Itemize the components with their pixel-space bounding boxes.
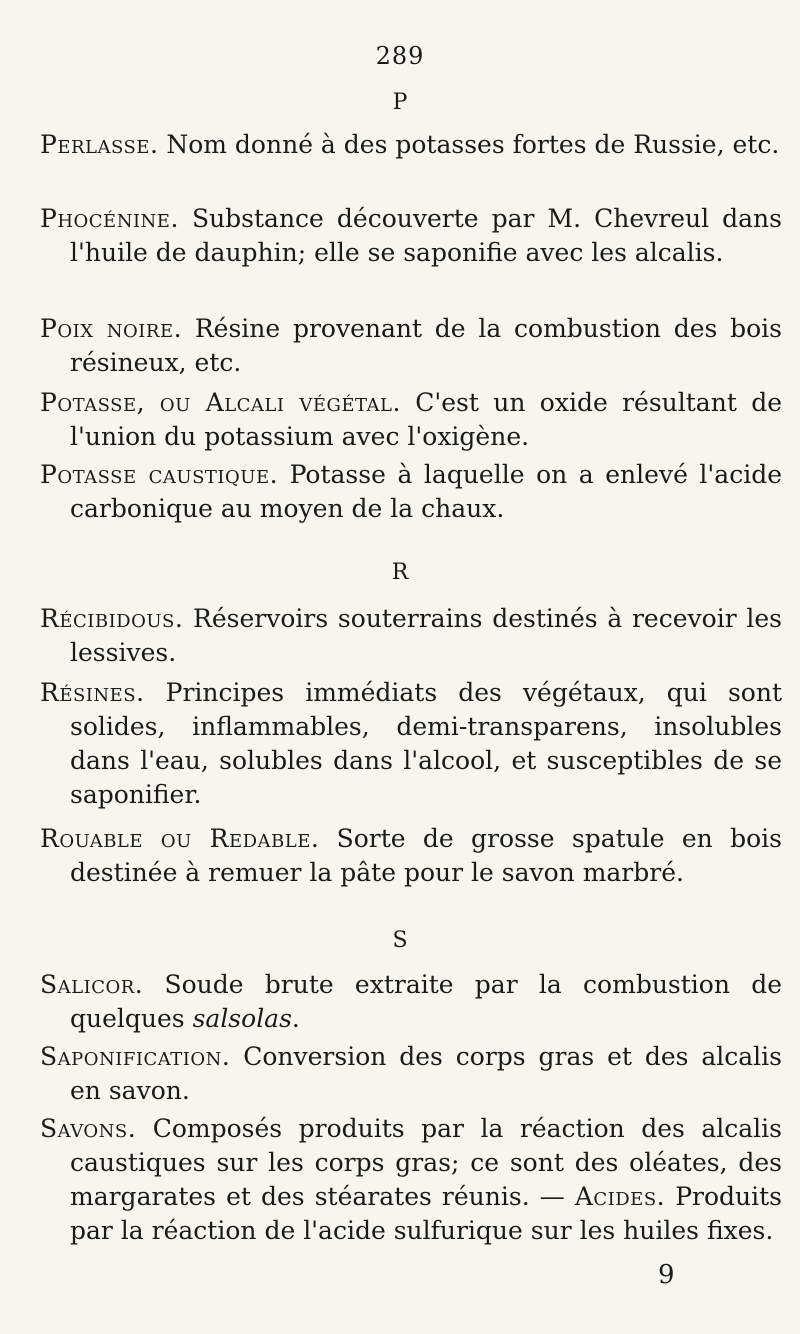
entry-definition: Résine provenant de la combustion des bois résineux, etc.	[70, 314, 782, 377]
entry-term: Poix noire.	[40, 314, 183, 343]
entry-term: Résines.	[40, 678, 145, 707]
entry-term: Rouable ou Redable.	[40, 824, 320, 853]
entry-term: Récibidous.	[40, 604, 184, 633]
entry-definition-end: .	[291, 1004, 300, 1033]
entry-rouable	[40, 822, 782, 890]
entry-definition: Nom donné à des potasses fortes de Russie, etc.	[158, 130, 780, 159]
entry-potasse-caustique	[40, 458, 782, 526]
section-letter-r: R	[391, 560, 409, 585]
entry-perlasse	[40, 128, 782, 162]
entry-definition: C'est un oxide résultant de l'union du potassium avec l'oxigène.	[70, 388, 782, 451]
entry-potasse	[40, 386, 782, 454]
entry-savons	[40, 1112, 782, 1248]
section-letter-p: P	[392, 90, 408, 115]
entry-definition-end: Produits par la réaction de l'acide sulfurique sur les huiles fixes.	[70, 1182, 782, 1245]
signature-mark: 9	[658, 1260, 675, 1290]
entry-term: Perlasse.	[40, 130, 159, 159]
entry-term: Savons.	[40, 1114, 137, 1143]
entry-definition: Substance découverte par M. Chevreul dans l'huile de dauphin; elle se saponifie avec les alcalis.	[70, 204, 782, 267]
entry-recibidous	[40, 602, 782, 670]
entry-definition: Potasse à laquelle on a enlevé l'acide carbonique au moyen de la chaux.	[70, 460, 782, 523]
page-number: 289	[375, 42, 425, 70]
entry-definition: Réservoirs souterrains destinés à recevoir les lessives.	[70, 604, 782, 667]
entry-definition: Soude brute extraite par la combustion de quelques	[70, 970, 782, 1033]
entry-subterm: Acides.	[574, 1182, 666, 1211]
entry-definition: Conversion des corps gras et des alcalis en savon.	[70, 1042, 782, 1105]
section-letter-s: S	[392, 928, 408, 953]
entry-definition: Sorte de grosse spatule en bois destinée à remuer la pâte pour le savon marbré.	[70, 824, 782, 887]
entry-definition: Composés produits par la réaction des alcalis caustiques sur les corps gras; ce sont des oléates, des margarates et des stéarates réunis. —	[70, 1114, 782, 1211]
entry-term: Saponification.	[40, 1042, 231, 1071]
entry-salicor	[40, 968, 782, 1036]
entry-term: Potasse, ou Alcali végétal.	[40, 388, 401, 417]
entry-italic-word: salsolas	[192, 1004, 292, 1033]
entry-resines	[40, 676, 782, 812]
entry-definition: Principes immédiats des végétaux, qui sont solides, inflammables, demi-transparens, insolubles dans l'eau, solubles dans l'alcool, et susceptibles de se saponifier.	[70, 678, 782, 809]
entry-phocenine	[40, 202, 782, 270]
entry-saponification	[40, 1040, 782, 1108]
entry-poix-noire	[40, 312, 782, 380]
entry-term: Potasse caustique.	[40, 460, 279, 489]
entry-term: Phocénine.	[40, 204, 179, 233]
entry-term: Salicor.	[40, 970, 144, 999]
